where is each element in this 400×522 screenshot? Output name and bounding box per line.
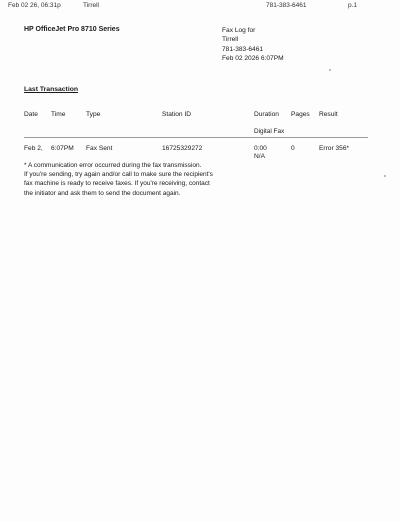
row-time: 6:07PM [51,145,74,152]
section-title: Last Transaction [24,86,79,93]
header-datetime: Feb 02 26, 06:31p [8,2,61,9]
row-result: Error 356* [319,145,350,152]
fax-log-phone: 781-383-6461 [222,45,264,53]
fax-log-date: Feb 02 2026 6:07PM [222,54,284,62]
footnote-line: * A communication error occurred during the fax transmission. [24,162,202,169]
row-pages: 0 [291,145,295,152]
row-type: Fax Sent [86,145,113,152]
fax-transmission-header [8,2,392,12]
header-sender-name: Tirrell [83,2,100,9]
row-station-id: 16725329272 [162,145,203,152]
footnote-line: fax machine is ready to receive faxes. If you're receiving, contact [24,180,210,188]
scan-speck [384,175,386,177]
table-divider [24,137,368,138]
column-header-station-id: Station ID [162,111,191,118]
error-footnote [24,161,344,198]
row-date: Feb 2, [24,145,43,152]
printer-model: HP OfficeJet Pro 8710 Series [24,26,120,33]
row-duration: 0:00 [254,145,267,152]
fax-log-title: Fax Log for [222,27,256,34]
header-page-number: p.1 [348,2,358,9]
fax-log-name: Tirrell [222,36,239,44]
column-header-pages: Pages [291,111,310,118]
digital-fax-subhead: Digital Fax [254,128,285,135]
footnote-line: the initiator and ask them to send the document again. [24,189,181,197]
row-duration-extra: N/A [254,153,265,160]
column-header-type: Type [86,111,101,118]
header-sender-phone: 781-383-6461 [266,2,307,9]
fax-log-block [222,26,284,63]
column-header-duration: Duration [254,111,279,118]
column-header-date: Date [24,111,38,118]
scan-speck [329,69,331,71]
footnote-line: If you're sending, try again and/or call to make sure the recipient's [24,171,213,179]
column-header-time: Time [51,111,66,118]
column-header-result: Result [319,111,338,118]
